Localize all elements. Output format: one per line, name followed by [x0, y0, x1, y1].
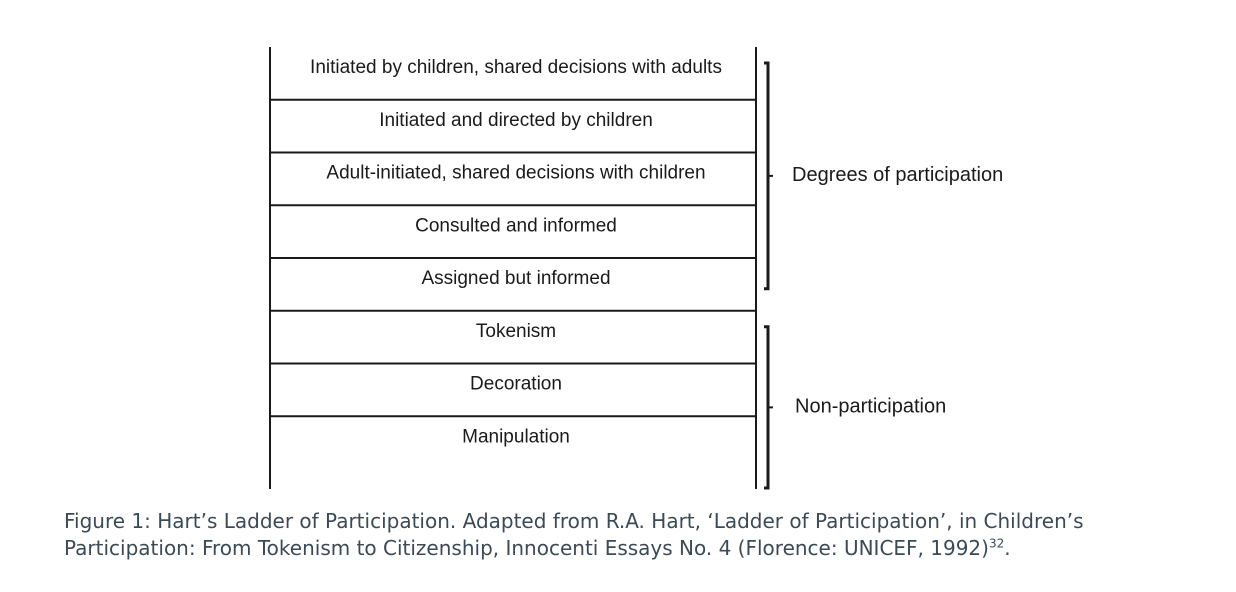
rung-label: Assigned but informed: [421, 268, 611, 290]
ladder-rungs: [270, 57, 756, 447]
caption-footnote: 32: [988, 536, 1005, 551]
rung-label: Initiated by children, shared decisions with adults: [310, 57, 722, 79]
rung-label: Tokenism: [475, 320, 557, 342]
bracket-line: [764, 63, 768, 289]
rung-label: Consulted and informed: [415, 215, 617, 237]
bracket-line: [764, 327, 768, 488]
rung-label: Initiated and directed by children: [379, 109, 653, 131]
rung-label: Decoration: [470, 373, 562, 395]
rung-label: Adult-initiated, shared decisions with children: [326, 162, 706, 184]
group-label: Degrees of participation: [792, 164, 1004, 187]
bracket-0: [764, 63, 1003, 289]
caption-end: .: [1004, 536, 1011, 560]
bracket-1: [764, 327, 946, 488]
caption-text: Figure 1: Hart’s Ladder of Participation. Adapted from R.A. Hart, ‘Ladder of Participation’, in Children’s Participation: From Tokenism to Citizenship, Innocenti Essays No. 4 (Florence: UNICEF, 1992): [64, 509, 1084, 560]
figure-caption: [64, 508, 1214, 562]
group-label: Non-participation: [795, 395, 947, 418]
group-brackets: [764, 63, 1003, 488]
rung-label: Manipulation: [462, 426, 570, 448]
